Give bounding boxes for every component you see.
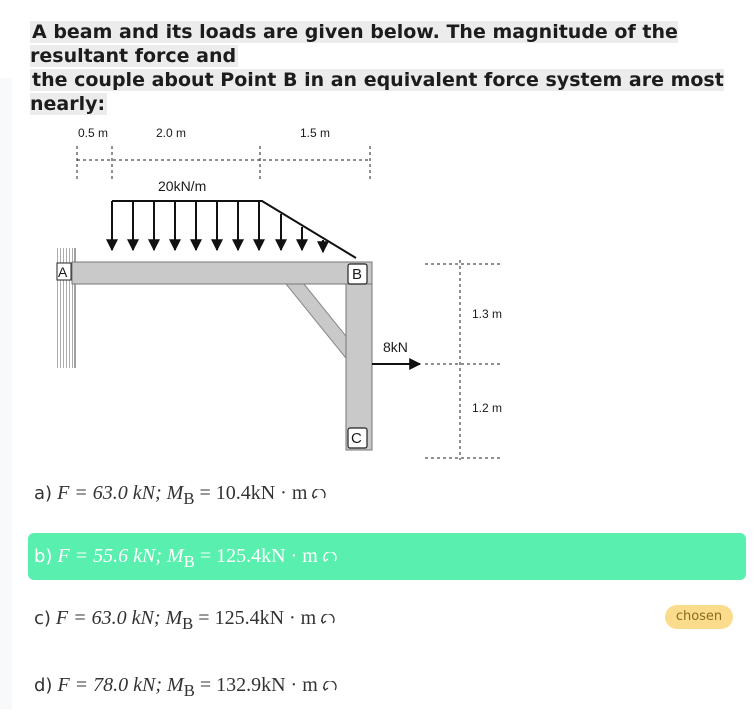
- option-a[interactable]: [34, 470, 326, 516]
- horizontal-beam: [72, 262, 372, 284]
- point-c-label: C: [351, 430, 362, 447]
- question-text: [30, 20, 750, 116]
- top-dimension-lines: [77, 146, 370, 180]
- option-c-text: F = 63.0 kN; M: [55, 607, 183, 629]
- option-a-text: F = 63.0 kN; M: [57, 482, 184, 504]
- option-a-letter: a): [34, 483, 53, 504]
- ccw-moment-icon: [321, 614, 335, 624]
- option-d-letter: d): [34, 675, 53, 696]
- point-b-label: B: [352, 266, 363, 283]
- option-b[interactable]: [34, 533, 337, 579]
- option-b-sub: B: [183, 552, 195, 571]
- dim-label-0-5m: 0.5 m: [78, 126, 109, 140]
- option-d-rest: = 132.9kN · m: [194, 674, 318, 696]
- option-d-sub: B: [183, 681, 195, 700]
- dim-label-1-3m: 1.3 m: [472, 307, 503, 321]
- beam-figure: [0, 110, 520, 470]
- point-a-label: A: [58, 264, 68, 280]
- dim-label-2-0m: 2.0 m: [156, 126, 187, 140]
- chosen-badge: chosen: [665, 605, 733, 629]
- option-d[interactable]: [34, 662, 337, 708]
- dim-label-1-5m: 1.5 m: [300, 126, 331, 140]
- option-a-rest: = 10.4kN · m: [194, 482, 308, 504]
- option-c-rest: = 125.4kN · m: [193, 607, 317, 629]
- option-b-rest: = 125.4kN · m: [194, 545, 318, 567]
- option-b-text: F = 55.6 kN; M: [57, 545, 184, 567]
- right-dimension-lines: [425, 260, 503, 460]
- ccw-moment-icon: [323, 681, 337, 691]
- vertical-column: [346, 262, 372, 450]
- ccw-moment-icon: [312, 489, 326, 499]
- force-label: 8kN: [383, 339, 408, 355]
- option-c-letter: c): [34, 608, 51, 629]
- load-label: 20kN/m: [158, 178, 207, 194]
- question-line-2: the couple about Point B in an equivalent force system are most nearly:: [30, 69, 724, 115]
- dim-label-1-2m: 1.2 m: [472, 401, 503, 415]
- distributed-load: [112, 201, 356, 258]
- question-line-1: A beam and its loads are given below. The magnitude of the resultant force and: [30, 21, 678, 67]
- option-d-text: F = 78.0 kN; M: [57, 674, 184, 696]
- option-b-letter: b): [34, 546, 53, 567]
- ccw-moment-icon: [323, 552, 337, 562]
- option-a-sub: B: [183, 489, 195, 508]
- option-c[interactable]: [34, 595, 335, 641]
- option-c-sub: B: [182, 614, 194, 633]
